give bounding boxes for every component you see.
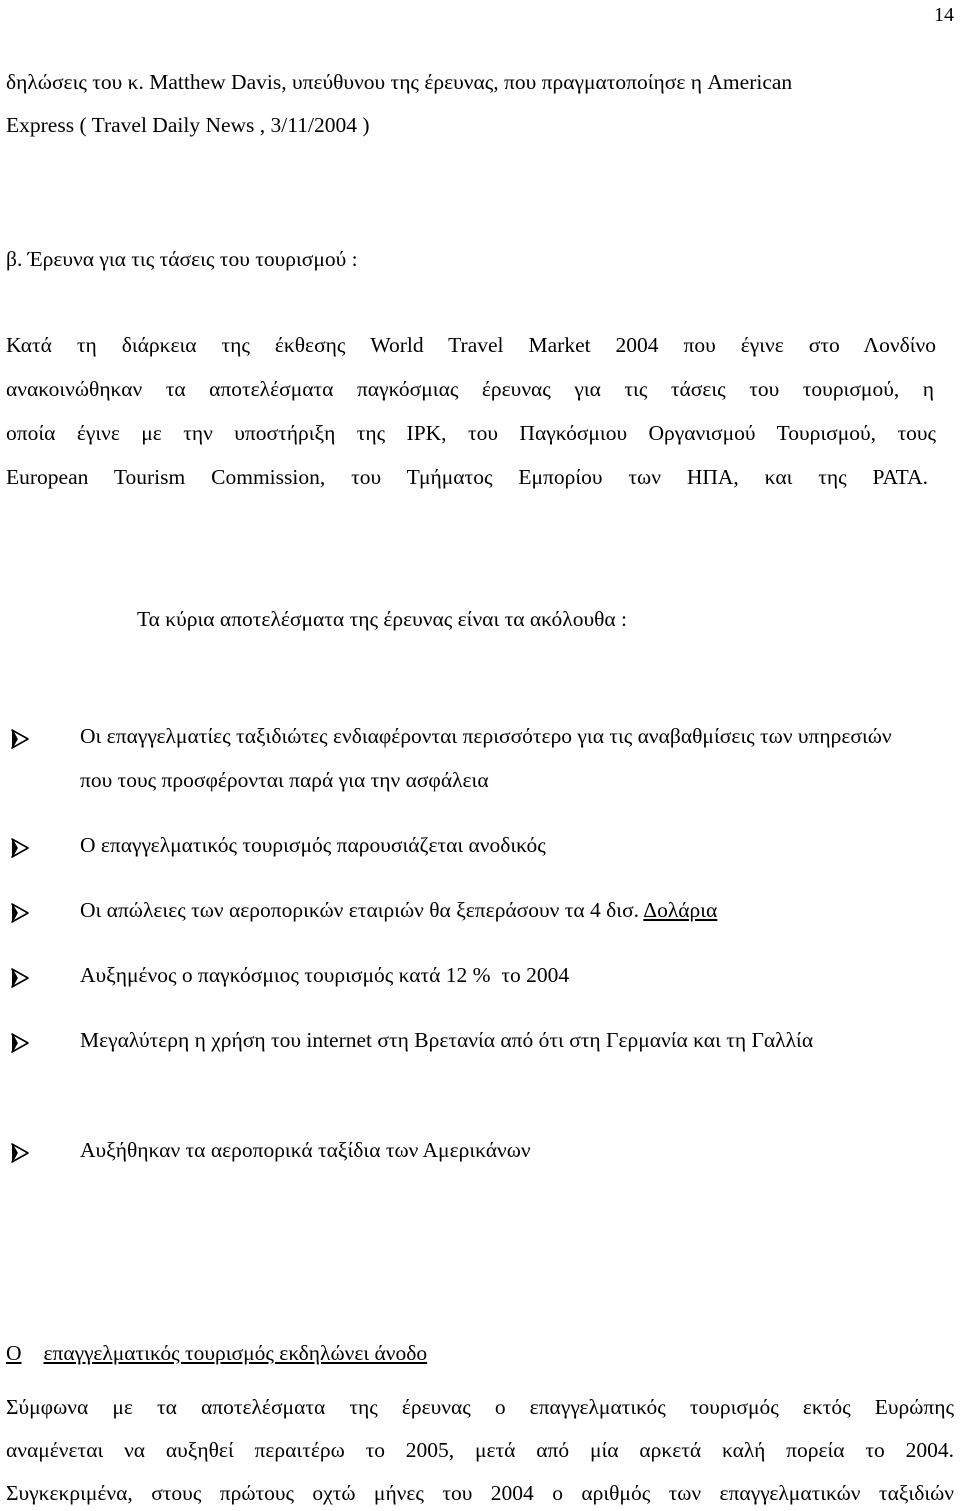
paragraph-line: Κατά τη διάρκεια της έκθεσης World Travel Market 2004 που έγινε στο Λονδίνο xyxy=(6,333,936,357)
paragraph-line: European Tourism Commission, του Τμήματος Εμπορίου των ΗΠΑ, και της PATA. xyxy=(6,465,928,489)
section-o-heading xyxy=(6,1341,427,1366)
intro-line-2: Express ( Travel Daily News , 3/11/2004 ) xyxy=(6,113,370,137)
paragraph-line: αναμένεται να αυξηθεί περαιτέρω το 2005, μετά από μία αρκετά καλή πορεία το 2004. xyxy=(6,1438,954,1462)
results-intro: Τα κύρια αποτελέσματα της έρευνας είναι τα ακόλουθα : xyxy=(137,607,627,631)
section-o-heading-first: Ο xyxy=(6,1341,22,1365)
list-item-text: Αυξημένος ο παγκόσμιος τουρισμός κατά 12 % το 2004 xyxy=(80,963,570,987)
list-item-text: Οι επαγγελματίες ταξιδιώτες ενδιαφέρονται περισσότερο για τις αναβαθμίσεις των υπηρεσιών που τους προσφέρονται παρά για την ασφάλεια xyxy=(80,724,892,792)
paragraph-line: οποία έγινε με την υποστήριξη της IPK, του Παγκόσμιου Οργανισμού Τουρισμού, τους xyxy=(6,421,936,445)
page-number: 14 xyxy=(934,4,954,26)
section-o-heading-rest: επαγγελματικός τουρισμός εκδηλώνει άνοδο xyxy=(43,1341,428,1365)
arrowhead-bullet-icon xyxy=(10,967,30,989)
list-item-text xyxy=(80,888,910,932)
list-item-text: Αυξήθηκαν τα αεροπορικά ταξίδια των Αμερικάνων xyxy=(80,1138,531,1162)
currency-word: Δολάρια xyxy=(643,898,718,922)
section-b-title: β. Έρευνα για τις τάσεις του τουρισμού : xyxy=(6,247,358,271)
paragraph-line: Συγκεκριμένα, στους πρώτους οχτώ μήνες του 2004 ο αριθμός των επαγγελματικών ταξιδιών xyxy=(6,1481,954,1505)
list-item-text-main: Οι απώλειες των αεροπορικών εταιριών θα ξεπεράσουν τα 4 δισ. xyxy=(80,898,640,922)
arrowhead-bullet-icon xyxy=(10,837,30,859)
arrowhead-bullet-icon xyxy=(10,728,30,750)
paragraph-line: ανακοινώθηκαν τα αποτελέσματα παγκόσμιας έρευνας για τις τάσεις του τουρισμού, η xyxy=(6,377,934,401)
paragraph-line: Σύμφωνα με τα αποτελέσματα της έρευνας ο επαγγελματικός τουρισμός εκτός Ευρώπης xyxy=(6,1395,954,1419)
intro-line-1: δηλώσεις του κ. Matthew Davis, υπεύθυνου της έρευνας, που πραγματοποίησε η American xyxy=(6,70,793,94)
arrowhead-bullet-icon xyxy=(10,902,30,924)
arrowhead-bullet-icon xyxy=(10,1032,30,1054)
list-item-text: Ο επαγγελματικός τουρισμός παρουσιάζεται ανοδικός xyxy=(80,833,546,857)
list-item-text: Μεγαλύτερη η χρήση του internet στη Βρετανία από ότι στη Γερμανία και τη Γαλλία xyxy=(80,1028,814,1052)
arrowhead-bullet-icon xyxy=(10,1142,30,1164)
